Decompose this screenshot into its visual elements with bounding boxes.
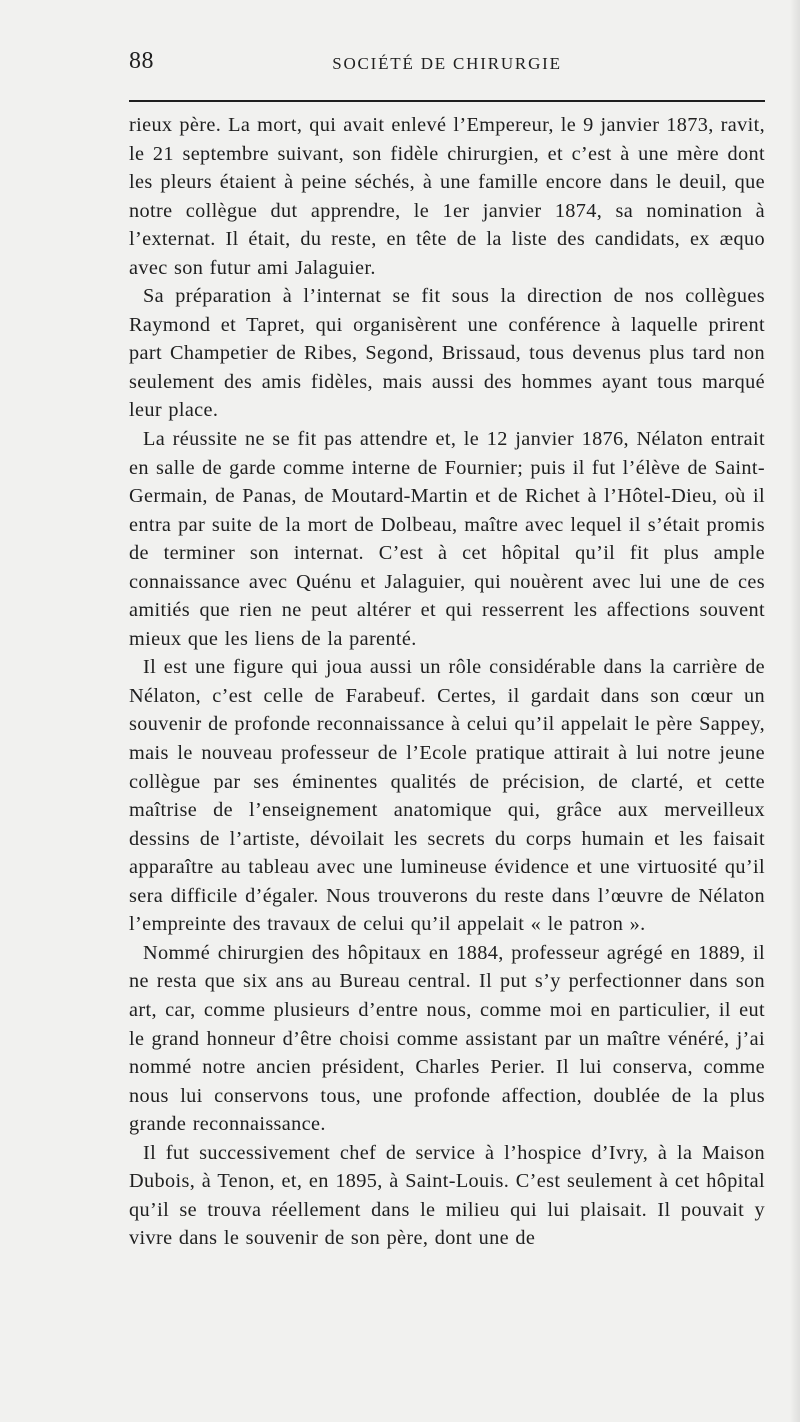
paragraph-5: Nommé chirurgien des hôpitaux en 1884, professeur agrégé en 1889, il ne resta que six ans au Bureau central. Il put s’y perfectionner dans son art, car, comme plusieurs d’entre nous, comme moi en particulier, il eut le grand honneur d’être choisi comme assistant par un maître vénéré, j’ai nommé notre ancien président, Charles Perier. Il lui conserva, comme nous lui conservons tous, une profonde affection, doublée de la plus grande reconnaissance. bbox=[129, 941, 765, 1136]
paragraph-4: Il est une figure qui joua aussi un rôle considérable dans la carrière de Nélaton, c’est celle de Farabeuf. Certes, il gardait dans son cœur un souvenir de profonde reconnaissance à celui qu’il appelait le père Sappey, mais le nouveau professeur de l’Ecole pratique attirait à lui notre jeune collègue par ses éminentes qualités de précision, de clarté, et cette maîtrise de l’enseignement anatomique qui, grâce aux merveilleux dessins de l’artiste, dévoilait les secrets du corps humain et les faisait apparaître au tableau avec une lumineuse évidence et une virtuosité qu’il sera difficile d’égaler. Nous trouverons du reste dans l’œuvre de Nélaton l’empreinte des travaux de celui qu’il appelait « le patron ». bbox=[129, 656, 765, 936]
page-edge-shadow bbox=[790, 0, 800, 1422]
paragraph-6: Il fut successivement chef de service à l’hospice d’Ivry, à la Maison Dubois, à Tenon, et, en 1895, à Saint-Louis. C’est seulement à cet hôpital qu’il se trouva réellement dans le milieu qui lui plaisait. Il pouvait y vivre dans le souvenir de son père, dont une de bbox=[129, 1141, 765, 1250]
running-head: SOCIÉTÉ DE CHIRURGIE bbox=[332, 54, 562, 73]
header-rule bbox=[129, 100, 765, 102]
body-text bbox=[129, 111, 765, 1253]
page-header bbox=[129, 48, 765, 84]
paragraph-1: rieux père. La mort, qui avait enlevé l’Empereur, le 9 janvier 1873, ravit, le 21 septembre suivant, son fidèle chirurgien, et c’est à une mère dont les pleurs étaient à peine séchés, à une famille encore dans le deuil, que notre collègue dut apprendre, le 1er janvier 1874, sa nomination à l’externat. Il était, du reste, en tête de la liste des candidats, ex æquo avec son futur ami Jalaguier. bbox=[129, 114, 765, 279]
paragraph-2: Sa préparation à l’internat se fit sous la direction de nos collègues Raymond et Tapret, qui organisèrent une conférence à laquelle prirent part Champetier de Ribes, Segond, Brissaud, tous devenus plus tard non seulement des amis fidèles, mais aussi des hommes ayant tous marqué leur place. bbox=[129, 285, 765, 422]
page-number: 88 bbox=[129, 48, 154, 74]
paragraph-3: La réussite ne se fit pas attendre et, le 12 janvier 1876, Nélaton entrait en salle de garde comme interne de Fournier; puis il fut l’élève de Saint-Germain, de Panas, de Moutard-Martin et de Richet à l’Hôtel-Dieu, où il entra par suite de la mort de Dolbeau, maître avec lequel il s’était promis de terminer son internat. C’est à cet hôpital qu’il fit plus ample connaissance avec Quénu et Jalaguier, qui nouèrent avec lui une de ces amitiés que rien ne peut altérer et qui resserrent les affections souvent mieux que les liens de la parenté. bbox=[129, 428, 765, 650]
